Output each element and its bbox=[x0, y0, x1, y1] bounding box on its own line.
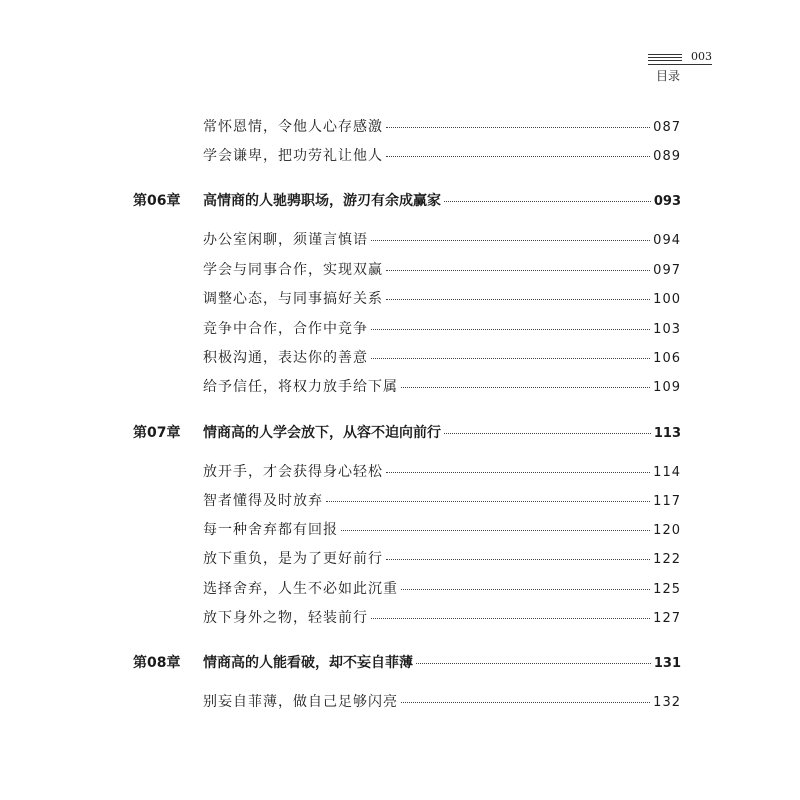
toc-item-page: 127 bbox=[653, 611, 681, 626]
toc-item-page: 094 bbox=[653, 233, 681, 248]
dot-leader bbox=[371, 618, 650, 619]
toc-item-title: 学会与同事合作，实现双赢 bbox=[203, 262, 383, 278]
chapter-number: 第08章 bbox=[133, 655, 181, 671]
dot-leader bbox=[444, 201, 651, 202]
toc-item[interactable] bbox=[203, 288, 681, 308]
dot-leader bbox=[444, 433, 651, 434]
chapter-number: 第06章 bbox=[133, 193, 181, 209]
dot-leader bbox=[326, 501, 650, 502]
toc-item-page: 132 bbox=[653, 695, 681, 710]
toc-item[interactable] bbox=[203, 318, 681, 338]
chapter-title: 情商高的人能看破，却不妄自菲薄 bbox=[203, 655, 413, 671]
toc-item-page: 122 bbox=[653, 552, 681, 567]
toc-item-title: 放下身外之物，轻装前行 bbox=[203, 610, 368, 626]
toc-item-title: 放开手，才会获得身心轻松 bbox=[203, 464, 383, 480]
toc-item-title: 常怀恩情，令他人心存感激 bbox=[203, 119, 383, 135]
toc-item[interactable] bbox=[203, 229, 681, 249]
dot-leader bbox=[371, 329, 650, 330]
toc-item-title: 给予信任，将权力放手给下属 bbox=[203, 379, 398, 395]
dot-leader bbox=[386, 299, 650, 300]
chapter-title: 情商高的人学会放下，从容不迫向前行 bbox=[203, 425, 441, 441]
toc-item-page: 114 bbox=[653, 465, 681, 480]
toc-chapter[interactable] bbox=[133, 652, 681, 672]
toc-item[interactable] bbox=[203, 116, 681, 136]
toc-item[interactable] bbox=[203, 347, 681, 367]
toc-item-page: 117 bbox=[653, 494, 681, 509]
toc-item-page: 100 bbox=[653, 292, 681, 307]
dot-leader bbox=[386, 559, 650, 560]
dot-leader bbox=[401, 387, 650, 388]
toc-item-title: 别妄自菲薄，做自己足够闪亮 bbox=[203, 694, 398, 710]
dot-leader bbox=[401, 589, 650, 590]
toc-item-title: 调整心态，与同事搞好关系 bbox=[203, 291, 383, 307]
toc-item[interactable] bbox=[203, 691, 681, 711]
toc-item[interactable] bbox=[203, 145, 681, 165]
dot-leader bbox=[416, 663, 651, 664]
toc-item[interactable] bbox=[203, 578, 681, 598]
toc-item-page: 106 bbox=[653, 351, 681, 366]
toc-item-title: 学会谦卑，把功劳礼让他人 bbox=[203, 148, 383, 164]
chapter-page: 113 bbox=[653, 426, 681, 441]
chapter-page: 093 bbox=[653, 194, 681, 209]
dot-leader bbox=[371, 358, 650, 359]
dot-leader bbox=[371, 240, 650, 241]
dot-leader bbox=[386, 156, 650, 157]
toc-item-page: 087 bbox=[653, 120, 681, 135]
toc-item-title: 每一种舍弃都有回报 bbox=[203, 522, 338, 538]
dot-leader bbox=[401, 702, 650, 703]
toc-item-page: 103 bbox=[653, 322, 681, 337]
toc-item-page: 120 bbox=[653, 523, 681, 538]
chapter-number: 第07章 bbox=[133, 425, 181, 441]
dot-leader bbox=[386, 270, 650, 271]
toc-item-page: 125 bbox=[653, 582, 681, 597]
toc-item[interactable] bbox=[203, 461, 681, 481]
toc-item-title: 竞争中合作，合作中竞争 bbox=[203, 321, 368, 337]
page-number: 003 bbox=[691, 50, 712, 63]
toc-item[interactable] bbox=[203, 376, 681, 396]
toc-chapter[interactable] bbox=[133, 422, 681, 442]
toc-item-title: 放下重负，是为了更好前行 bbox=[203, 551, 383, 567]
toc-chapter[interactable] bbox=[133, 190, 681, 210]
toc-item-title: 选择舍弃，人生不必如此沉重 bbox=[203, 581, 398, 597]
dot-leader bbox=[341, 530, 650, 531]
toc-item-page: 089 bbox=[653, 149, 681, 164]
toc-item-title: 办公室闲聊，须谨言慎语 bbox=[203, 232, 368, 248]
toc-item-page: 097 bbox=[653, 263, 681, 278]
chapter-title: 高情商的人驰骋职场，游刃有余成赢家 bbox=[203, 193, 441, 209]
toc-item-title: 积极沟通，表达你的善意 bbox=[203, 350, 368, 366]
toc-item[interactable] bbox=[203, 607, 681, 627]
toc-item[interactable] bbox=[203, 259, 681, 279]
toc-item[interactable] bbox=[203, 548, 681, 568]
toc-item[interactable] bbox=[203, 519, 681, 539]
section-title: 目录 bbox=[656, 69, 681, 83]
toc-item-page: 109 bbox=[653, 380, 681, 395]
chapter-page: 131 bbox=[653, 656, 681, 671]
toc-item-title: 智者懂得及时放弃 bbox=[203, 493, 323, 509]
dot-leader bbox=[386, 472, 650, 473]
toc-item[interactable] bbox=[203, 490, 681, 510]
dot-leader bbox=[386, 127, 650, 128]
